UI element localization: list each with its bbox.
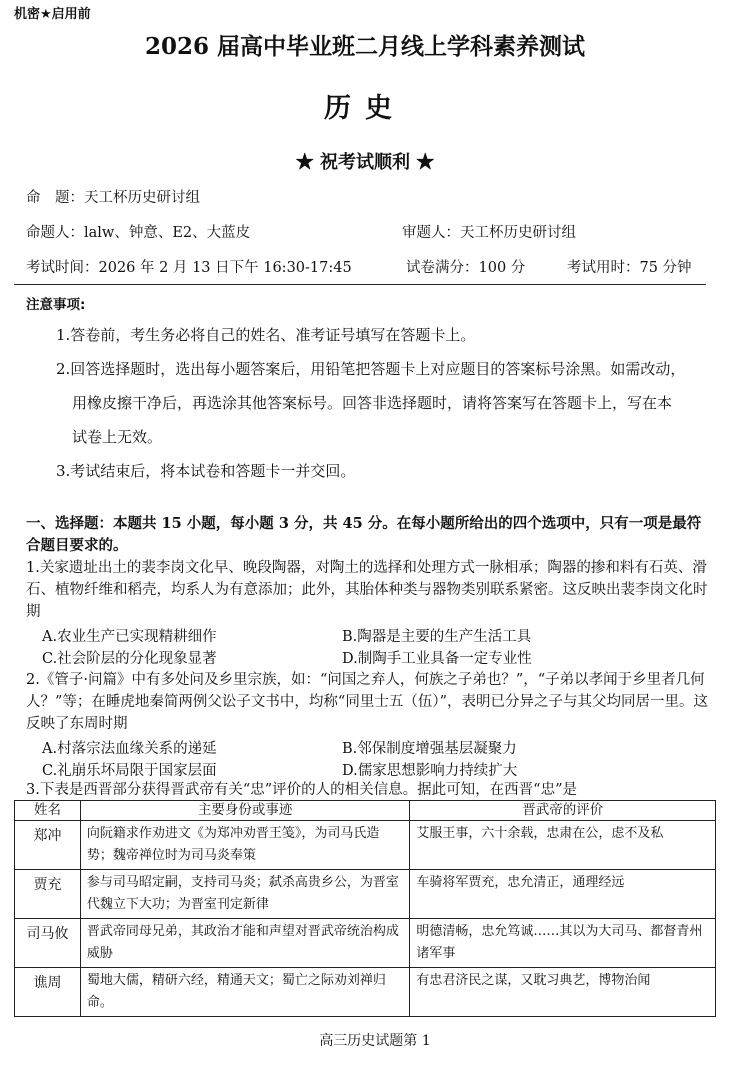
table-cell-name: 郑冲 (15, 821, 81, 870)
table-row (15, 968, 716, 1017)
header-divider (14, 284, 706, 285)
question-2-stem: 2.《管子·问篇》中有多处问及乡里宗族，如：“问国之弃人，何族之子弟也？”，“子弟以孝闻于乡里者几何人？”等；在睡虎地秦简两例父讼子文书中，均称“同里士五（伍）”，表明已分异之子与其父均同居一里。这反映了东周时期 (26, 672, 708, 732)
good-luck-banner: ★ 祝考试顺利 ★ (295, 152, 435, 173)
table-cell-deeds: 蜀地大儒，精研六经，精通天文；蜀亡之际劝刘禅归命。 (80, 968, 410, 1017)
q2-option-c: C.礼崩乐坏局限于国家层面 (42, 763, 217, 779)
table-cell-deeds: 晋武帝同母兄弟，其政治才能和声望对晋武帝统治构成威胁 (80, 919, 410, 968)
notice-item-3: 3.考试结束后，将本试卷和答题卡一并交回。 (56, 462, 356, 480)
reviewer-label: 审题人： (402, 225, 460, 241)
proposer-value: 天工杯历史研讨组 (84, 190, 200, 206)
section-heading: 一、选择题：本题共 15 小题，每小题 3 分，共 45 分。在每小题所给出的四个选项中，只有一项是最符合题目要求的。 (26, 515, 702, 554)
notice-item-2-cont: 用橡皮擦干净后，再选涂其他答案标号。回答非选择题时，请将答案写在答题卡上，写在本 (72, 394, 673, 412)
q1-option-c: C.社会阶层的分化现象显著 (42, 651, 217, 667)
q2-option-a: A.村落宗法血缘关系的递延 (42, 741, 217, 757)
notice-heading: 注意事项: (26, 297, 86, 313)
table-cell-name: 贾充 (15, 870, 81, 919)
table-cell-evaluation: 明德清畅，忠允笃诚……其以为大司马、都督青州诸军事 (410, 919, 716, 968)
full-score: 试卷满分：100 分 (406, 260, 526, 276)
table-header-evaluation: 晋武帝的评价 (410, 801, 716, 821)
question-1-stem: 1.关家遗址出土的裴李岗文化早、晚段陶器，对陶土的选择和处理方式一脉相承；陶器的掺和料有石英、滑石、植物纤维和稻壳，均系人为有意添加；此外，其胎体种类与器物类别联系紧密。这反映出裴李岗文化时期 (26, 560, 708, 620)
exam-duration: 考试用时：75 分钟 (567, 260, 692, 276)
reviewer-line (402, 221, 576, 242)
table-cell-deeds: 向阮籍求作劝进文《为郑冲劝晋王笺》，为司马氏造势；魏帝禅位时为司马炎奉策 (80, 821, 410, 870)
table-header-name: 姓名 (15, 801, 81, 821)
table-row (15, 821, 716, 870)
table-cell-name: 谯周 (15, 968, 81, 1017)
page-footer: 高三历史试题第 1 (319, 1033, 431, 1049)
notice-item-2-end: 试卷上无效。 (72, 428, 163, 446)
table-cell-name: 司马攸 (15, 919, 81, 968)
notice-item-2: 2.回答选择题时，选出每小题答案后，用铅笔把答题卡上对应题目的答案标号涂黑。如需改动， (56, 360, 686, 378)
authors-line (26, 221, 250, 242)
proposer-line (26, 186, 200, 207)
table-header-row (15, 801, 716, 821)
proposer-label: 命 题： (26, 190, 84, 206)
loyalty-table (14, 800, 716, 1017)
reviewer-value: 天工杯历史研讨组 (460, 225, 576, 241)
q2-option-d: D.儒家思想影响力持续扩大 (342, 763, 518, 779)
q1-option-b: B.陶器是主要的生产生活工具 (342, 629, 532, 645)
table-header-deeds: 主要身份或事迹 (80, 801, 410, 821)
exam-time: 考试时间：2026 年 2 月 13 日下午 16:30-17:45 (26, 260, 352, 276)
authors-value: lalw、钟意、E2、大蓝皮 (84, 225, 251, 241)
table-row (15, 919, 716, 968)
exam-title: 2026 届高中毕业班二月线上学科素养测试 (144, 33, 586, 60)
secret-label: 机密★启用前 (14, 7, 91, 22)
table-cell-deeds: 参与司马昭定嗣，支持司马炎；弑杀高贵乡公，为晋室代魏立下大功；为晋室刊定新律 (80, 870, 410, 919)
q1-option-a: A.农业生产已实现精耕细作 (42, 629, 217, 645)
table-row (15, 870, 716, 919)
q2-option-b: B.邻保制度增强基层凝聚力 (342, 741, 517, 757)
table-cell-evaluation: 车骑将军贾充，忠允清正，通理经远 (410, 870, 716, 919)
question-3-stem: 3.下表是西晋部分获得晋武帝有关“忠”评价的人的相关信息。据此可知，在西晋“忠”是 (26, 782, 577, 798)
table-cell-evaluation: 有忠君济民之谋，又耽习典艺，博物治闻 (410, 968, 716, 1017)
notice-item-1: 1.答卷前，考生务必将自己的姓名、准考证号填写在答题卡上。 (56, 326, 476, 344)
subject-title: 历史 (324, 93, 406, 124)
q1-option-d: D.制陶手工业具备一定专业性 (342, 651, 532, 667)
table-cell-evaluation: 艾服王事，六十余载，忠肃在公，虑不及私 (410, 821, 716, 870)
authors-label: 命题人： (26, 225, 84, 241)
